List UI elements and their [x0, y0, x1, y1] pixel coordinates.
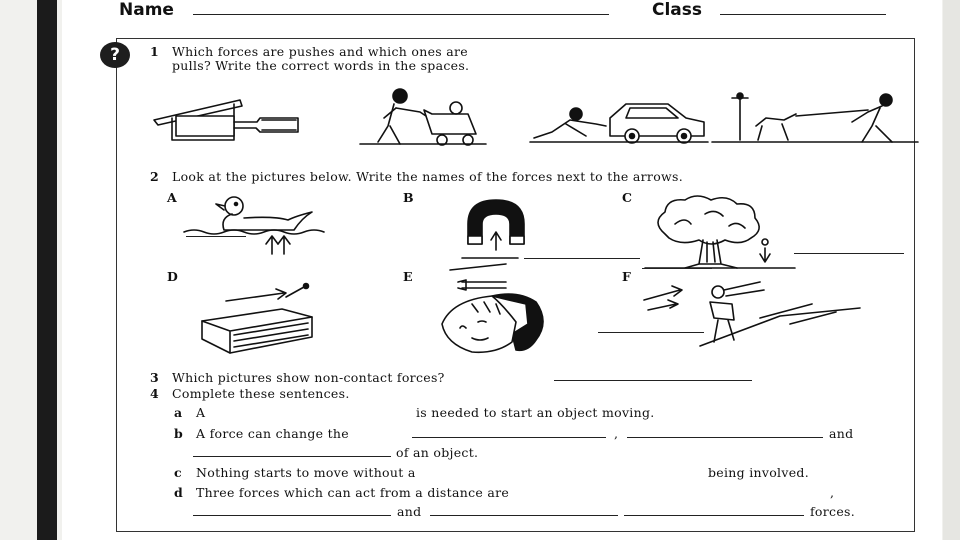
q4a-letter: a	[174, 405, 183, 420]
car-push-picture	[530, 98, 710, 144]
q2-label-f: F	[622, 269, 632, 284]
q4d-pre: Three forces which can act from a distance are	[196, 485, 510, 500]
q4-text: Complete these sentences.	[172, 386, 350, 401]
duck-floating-picture	[184, 194, 324, 256]
answer-blank-a[interactable]	[186, 236, 246, 237]
q2-text: Look at the pictures below. Write the names of the forces next to the arrows.	[172, 169, 684, 184]
q4b-comma: ,	[614, 426, 619, 441]
q1-line2: pulls? Write the correct words in the spaces.	[172, 58, 470, 73]
q2-label-d: D	[167, 269, 179, 284]
q2-label-a: A	[167, 190, 177, 205]
q4b-pre: A force can change the	[196, 426, 349, 441]
q3-number: 3	[150, 370, 159, 385]
q4b-blank-1[interactable]	[412, 437, 606, 438]
pram-push-picture	[360, 88, 490, 146]
q4b-line2: of an object.	[396, 445, 479, 460]
q4a-pre: A	[196, 405, 206, 420]
answer-blank-c2[interactable]	[794, 253, 904, 254]
q4c-letter: c	[174, 465, 182, 480]
q4d-and: and	[397, 504, 422, 519]
q4b-letter: b	[174, 426, 184, 441]
answer-blank-b[interactable]	[524, 258, 640, 259]
right-margin	[943, 0, 960, 540]
q1-line1: Which forces are pushes and which ones are	[172, 44, 468, 59]
q2-number: 2	[150, 169, 159, 184]
question-mark-icon: ?	[100, 42, 130, 68]
class-field[interactable]	[720, 14, 886, 15]
q4c-post: being involved.	[708, 465, 809, 480]
q4b-and: and	[829, 426, 854, 441]
q3-answer-line[interactable]	[554, 380, 752, 381]
drawer-push-picture	[152, 92, 302, 144]
q4d-blank-1[interactable]	[193, 515, 391, 516]
q4d-blank-3[interactable]	[624, 515, 804, 516]
q3-text: Which pictures show non-contact forces?	[172, 370, 445, 385]
answer-blank-c1[interactable]	[642, 268, 712, 269]
tree-apple-picture	[645, 194, 795, 270]
wind-walker-picture	[640, 280, 870, 348]
q4c-pre: Nothing starts to move without a	[196, 465, 416, 480]
comb-hair-picture	[432, 278, 552, 356]
matchbox-picture	[200, 283, 320, 357]
q2-label-b: B	[403, 190, 414, 205]
answer-blank-f[interactable]	[598, 332, 704, 333]
q4b-blank-3[interactable]	[193, 456, 391, 457]
name-label: Name	[119, 0, 174, 20]
q4d-comma: ,	[830, 485, 835, 500]
q2-label-c: C	[622, 190, 633, 205]
q4b-blank-2[interactable]	[627, 437, 823, 438]
name-field[interactable]	[193, 14, 609, 15]
q4d-blank-2[interactable]	[430, 515, 618, 516]
class-label: Class	[652, 0, 703, 20]
left-slide-bar	[37, 0, 57, 540]
q4d-post: forces.	[810, 504, 856, 519]
q1-number: 1	[150, 44, 159, 59]
q2-label-e: E	[403, 269, 413, 284]
q4d-letter: d	[174, 485, 184, 500]
q4-number: 4	[150, 386, 159, 401]
magnet-picture	[446, 198, 556, 273]
dog-pull-picture	[712, 92, 922, 146]
q4a-post: is needed to start an object moving.	[416, 405, 655, 420]
